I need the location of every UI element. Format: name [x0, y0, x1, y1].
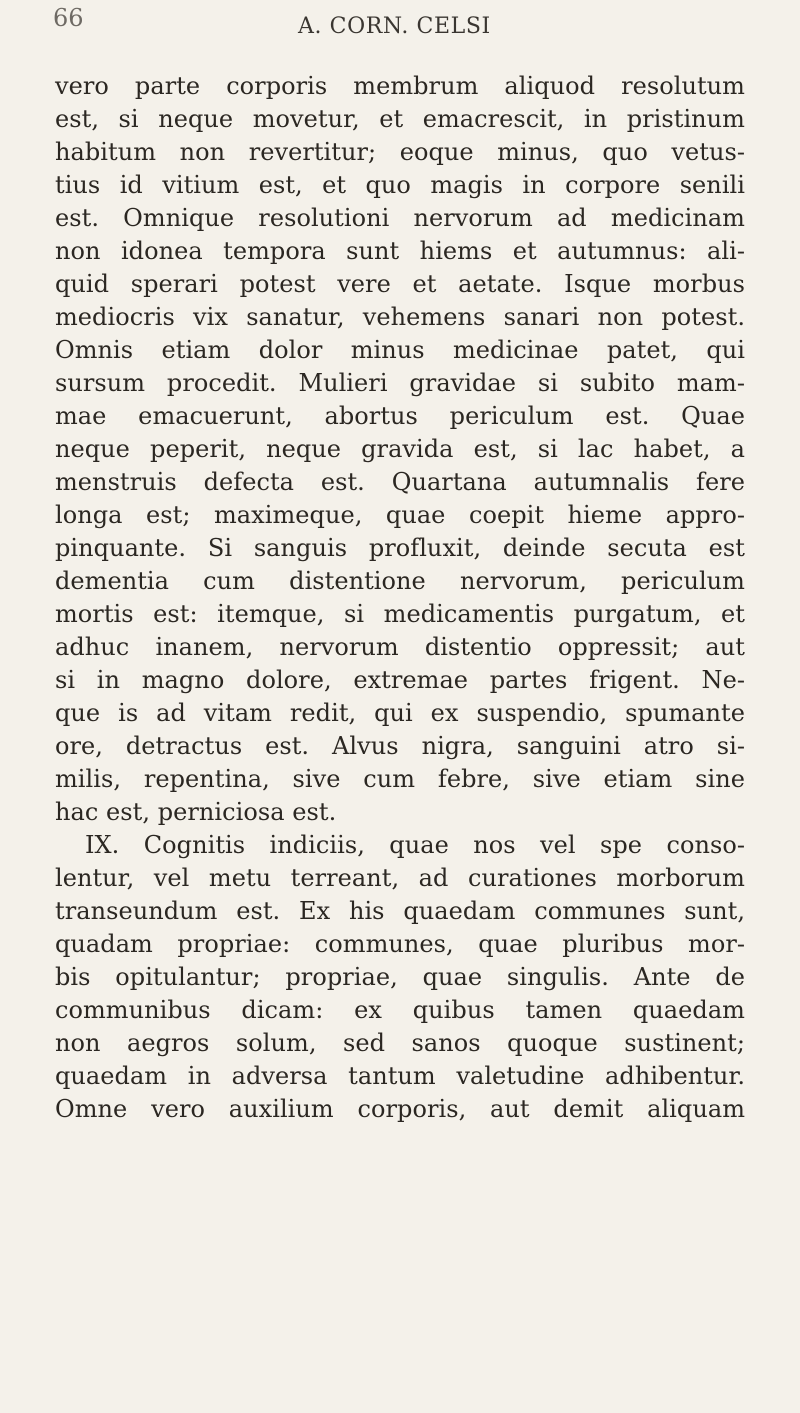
text-line: transeundum est. Ex his quaedam communes sunt,: [55, 897, 745, 925]
text-line: longa est; maximeque, quae coepit hieme appro-: [55, 501, 745, 529]
paragraph-end-line: hac est, perniciosa est.: [55, 798, 337, 826]
text-line: neque peperit, neque gravida est, si lac habet, a: [55, 435, 745, 463]
text-line: dementia cum distentione nervorum, periculum: [55, 567, 745, 595]
text-line: ore, detractus est. Alvus nigra, sanguini atro si-: [55, 732, 745, 760]
text-line: communibus dicam: ex quibus tamen quaedam: [55, 996, 745, 1024]
text-line: tius id vitium est, et quo magis in corpore senili: [55, 171, 745, 199]
text-line: pinquante. Si sanguis profluxit, deinde secuta est: [55, 534, 745, 562]
section-start-line: IX. Cognitis indiciis, quae nos vel spe conso-: [85, 831, 745, 859]
text-line: habitum non revertitur; eoque minus, quo vetus-: [55, 138, 745, 166]
text-line: Omne vero auxilium corporis, aut demit aliquam: [55, 1095, 745, 1123]
text-line: non idonea tempora sunt hiems et autumnus: ali-: [55, 237, 745, 265]
text-line: est, si neque movetur, et emacrescit, in pristinum: [55, 105, 745, 133]
text-line: sursum procedit. Mulieri gravidae si subito mam-: [55, 369, 745, 397]
text-line: non aegros solum, sed sanos quoque sustinent;: [55, 1029, 745, 1057]
page-number: 66: [53, 4, 84, 32]
body-text: [55, 70, 745, 1126]
text-line: si in magno dolore, extremae partes frigent. Ne-: [55, 666, 745, 694]
running-head: A. CORN. CELSI: [298, 14, 491, 39]
text-line: menstruis defecta est. Quartana autumnalis fere: [55, 468, 745, 496]
text-line: quaedam in adversa tantum valetudine adhibentur.: [55, 1062, 745, 1090]
text-line: mae emacuerunt, abortus periculum est. Quae: [55, 402, 745, 430]
text-line: milis, repentina, sive cum febre, sive etiam sine: [55, 765, 745, 793]
text-line: adhuc inanem, nervorum distentio oppressit; aut: [55, 633, 745, 661]
text-line: mortis est: itemque, si medicamentis purgatum, et: [55, 600, 745, 628]
text-line: est. Omnique resolutioni nervorum ad medicinam: [55, 204, 745, 232]
text-line: quadam propriae: communes, quae pluribus mor-: [55, 930, 745, 958]
text-line: lentur, vel metu terreant, ad curationes morborum: [55, 864, 745, 892]
text-line: que is ad vitam redit, qui ex suspendio, spumante: [55, 699, 745, 727]
text-line: Omnis etiam dolor minus medicinae patet, qui: [55, 336, 745, 364]
text-line: quid sperari potest vere et aetate. Isque morbus: [55, 270, 745, 298]
text-line: mediocris vix sanatur, vehemens sanari non potest.: [55, 303, 745, 331]
text-line: vero parte corporis membrum aliquod resolutum: [55, 72, 745, 100]
text-line: bis opitulantur; propriae, quae singulis. Ante de: [55, 963, 745, 991]
